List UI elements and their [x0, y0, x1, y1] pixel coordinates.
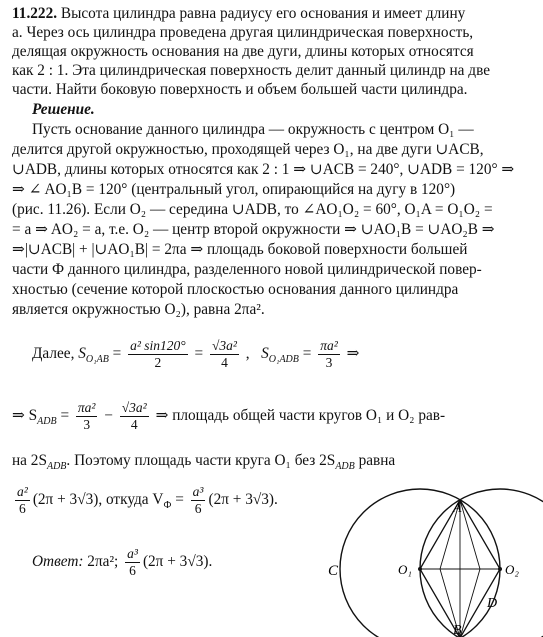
formula-3-rest: . Поэтому площадь части круга O₁ без 2S	[66, 452, 336, 469]
solution-line-6: = a ⇒ AO₂ = a, т.е. O₂ — центр второй окружности ⇒ ∪AO₁B = ∪AO₂B ⇒	[12, 221, 495, 238]
formula-1-comma: ,	[245, 345, 250, 363]
solution-heading: Решение.	[32, 101, 95, 118]
formula-2-eq: =	[60, 407, 70, 425]
formula-1-sub2: O₁ADB	[268, 354, 299, 366]
solution-line-10: является окружностью O₂), равна 2πa².	[12, 301, 265, 318]
problem-text-2: a. Через ось цилиндра проведена другая цилиндрическая поверхность,	[12, 24, 474, 41]
formula-1-arrow: ⇒	[346, 345, 360, 363]
problem-number: 11.222.	[12, 5, 58, 22]
answer-part-a: 2πa²;	[87, 553, 119, 571]
label-c: C	[328, 563, 339, 579]
fraction-4-num: πa²	[77, 400, 96, 415]
fraction-2-den: 4	[221, 355, 228, 370]
formula-2-minus: −	[104, 407, 113, 425]
fraction-5-den: 4	[130, 417, 138, 432]
fraction-6-den: 6	[19, 501, 26, 516]
fraction-7-num: a³	[192, 484, 204, 499]
circle-o2	[420, 489, 543, 637]
fraction-3-den: 3	[325, 355, 333, 370]
formula-2-sub: ADB	[37, 416, 57, 428]
problem-text-3: делящая окружность основания на две дуги, длины которых относятся	[12, 43, 474, 60]
solution-line-4: ⇒ ∠ AO₁B = 120° (центральный угол, опирающийся на дугу в 120°)	[12, 181, 456, 198]
formula-1-prefix: Далее,	[32, 345, 75, 363]
fraction-1-num: a² sin120°	[130, 338, 186, 353]
fraction-2-num: √3a²	[211, 338, 237, 353]
label-o1: O₁	[398, 562, 412, 577]
problem-text-1: Высота цилиндра равна радиусу его основания и имеет длину	[60, 5, 466, 22]
label-d: D	[487, 596, 498, 611]
formula-3-sub: ADB	[46, 461, 67, 473]
formula-1-sub: O₁AB	[85, 354, 109, 366]
fraction-6-num: a²	[17, 484, 28, 499]
formula-4-part1: (2π + 3√3), откуда V	[32, 491, 164, 509]
solution-line-3: ∪ADB, длины которых относятся как 2 : 1 ⇒ ∪ACB = 240°, ∪ADB = 120° ⇒	[12, 161, 515, 178]
label-a: A	[453, 501, 462, 516]
solution-line-5: (рис. 11.26). Если O₂ — середина ∪ADB, то ∠AO₁O₂ = 60°, O₁A = O₁O₂ =	[12, 201, 493, 218]
formula-1-eq3: =	[302, 345, 312, 363]
label-b: B	[453, 623, 462, 637]
point-o2	[498, 567, 502, 571]
answer-label: Ответ:	[32, 553, 84, 571]
fraction-8-den: 6	[129, 563, 136, 578]
hatching-lines	[420, 500, 500, 637]
formula-2-text: ⇒ площадь общей части кругов O₁ и O₂ рав-	[155, 407, 446, 425]
fraction-3-num: πa²	[320, 338, 338, 353]
fraction-1-den: 2	[154, 355, 162, 370]
fraction-4-den: 3	[83, 417, 91, 432]
formula-4-sub: Ф	[163, 500, 172, 512]
problem-text-5: части. Найти боковую поверхность и объем большей части цилиндра.	[12, 81, 468, 98]
formula-4-eq: =	[175, 491, 184, 509]
formula-1-s: S	[78, 345, 86, 363]
solution-line-9: хностью (сечение которой плоскостью основания данного цилиндра	[12, 281, 459, 298]
formula-3-sub2: ADB	[335, 461, 355, 473]
solution-line-8: части Ф данного цилиндра, разделенного новой цилиндрической повер-	[12, 261, 482, 278]
fraction-8-num: a³	[127, 546, 138, 561]
formula-1-eq: =	[112, 345, 122, 363]
point-o1	[418, 567, 422, 571]
formula-4-part2: (2π + 3√3).	[208, 491, 278, 509]
solution-line-7: ⇒|∪ACB| + |∪AO₁B| = 2πa ⇒ площадь боковой поверхности большей	[12, 241, 468, 258]
formula-1-s2: S	[261, 345, 269, 363]
solution-line-1: Пусть основание данного цилиндра — окружность с центром O₁ —	[32, 121, 474, 138]
formula-2-prefix: ⇒ S	[12, 407, 38, 425]
fraction-5-num: √3a²	[121, 400, 147, 415]
solution-line-2: делится другой окружностью, проходящей через O₁, на две дуги ∪ACB,	[12, 141, 484, 158]
problem-text-4: как 2 : 1. Эта цилиндрическая поверхность делит данный цилиндр на две	[12, 62, 490, 79]
formula-1-eq2: =	[194, 345, 204, 363]
label-o2: O₂	[505, 562, 519, 577]
fraction-7-den: 6	[194, 501, 202, 516]
formula-3-rest2: равна	[354, 452, 396, 469]
answer-part-b: (2π + 3√3).	[142, 553, 213, 571]
formula-3-text: на 2S	[12, 452, 47, 469]
